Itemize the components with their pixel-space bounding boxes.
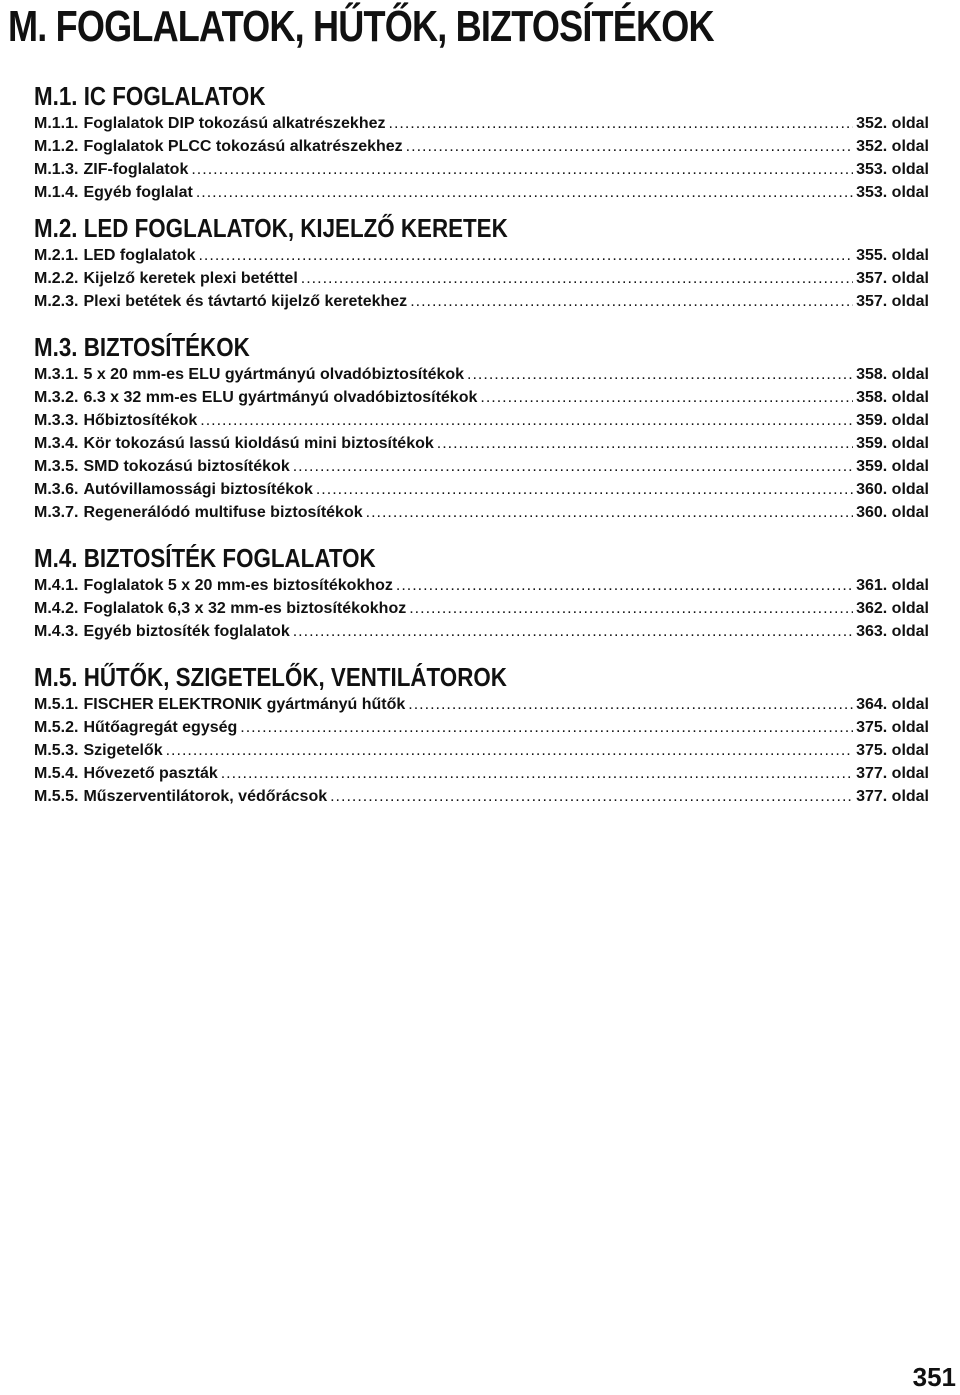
- toc-section-fuse-holders: [34, 542, 929, 643]
- dot-leader: [480, 386, 853, 409]
- toc-section-ic-sockets: [34, 80, 929, 204]
- dot-leader: [196, 181, 853, 204]
- entry-page: 363. oldal: [856, 623, 929, 640]
- dot-leader: [330, 785, 853, 808]
- toc-entry[interactable]: [34, 597, 929, 620]
- entry-code: M.3.1.: [34, 366, 79, 383]
- toc-entry[interactable]: [34, 716, 929, 739]
- entry-code: M.1.1.: [34, 115, 79, 132]
- entry-code: M.2.1.: [34, 247, 79, 264]
- entry-title: Hűtőagregát egység: [83, 719, 238, 736]
- entry-title: Foglalatok 6,3 x 32 mm-es biztosítékokhoz: [83, 600, 407, 617]
- entry-title: Kör tokozású lassú kioldású mini biztosítékok: [83, 435, 434, 452]
- toc-entry-list: [34, 244, 929, 313]
- dot-leader: [293, 620, 853, 643]
- entry-title: Hővezető paszták: [83, 765, 218, 782]
- dot-leader: [198, 244, 853, 267]
- toc-entry[interactable]: [34, 290, 929, 313]
- toc-entry[interactable]: [34, 363, 929, 386]
- entry-title: FISCHER ELEKTRONIK gyártmányú hűtők: [83, 696, 406, 713]
- toc-entry[interactable]: [34, 432, 929, 455]
- entry-page: 360. oldal: [856, 481, 929, 498]
- entry-page: 364. oldal: [856, 696, 929, 713]
- table-of-contents: [34, 80, 929, 808]
- toc-entry[interactable]: [34, 478, 929, 501]
- toc-entry[interactable]: [34, 158, 929, 181]
- page-number: 351: [912, 1362, 956, 1392]
- toc-section-led-sockets: [34, 212, 929, 313]
- entry-page: 360. oldal: [856, 504, 929, 521]
- entry-page: 353. oldal: [856, 184, 929, 201]
- toc-entry-list: [34, 693, 929, 808]
- entry-page: 362. oldal: [856, 600, 929, 617]
- entry-code: M.3.7.: [34, 504, 79, 521]
- entry-page: 355. oldal: [856, 247, 929, 264]
- dot-leader: [366, 501, 853, 524]
- entry-code: M.1.4.: [34, 184, 79, 201]
- section-title: M.2. LED FOGLALATOK, KIJELZŐ KERETEK: [34, 213, 508, 243]
- entry-page: 375. oldal: [856, 719, 929, 736]
- entry-page: 358. oldal: [856, 389, 929, 406]
- toc-entry-list: [34, 574, 929, 643]
- dot-leader: [293, 455, 853, 478]
- entry-code: M.1.2.: [34, 138, 79, 155]
- entry-title: Kijelző keretek plexi betéttel: [83, 270, 298, 287]
- toc-entry[interactable]: [34, 409, 929, 432]
- entry-page: 358. oldal: [856, 366, 929, 383]
- entry-code: M.5.4.: [34, 765, 79, 782]
- entry-code: M.5.5.: [34, 788, 79, 805]
- entry-title: 5 x 20 mm-es ELU gyártmányú olvadóbiztosítékok: [83, 366, 465, 383]
- entry-title: Szigetelők: [83, 742, 163, 759]
- dot-leader: [406, 135, 853, 158]
- toc-entry[interactable]: [34, 574, 929, 597]
- page-title: M. FOGLALATOK, HŰTŐK, BIZTOSÍTÉKOK: [8, 2, 714, 51]
- entry-title: Foglalatok PLCC tokozású alkatrészekhez: [83, 138, 403, 155]
- entry-code: M.4.1.: [34, 577, 79, 594]
- toc-entry[interactable]: [34, 762, 929, 785]
- entry-page: 359. oldal: [856, 412, 929, 429]
- entry-code: M.3.5.: [34, 458, 79, 475]
- dot-leader: [301, 267, 853, 290]
- toc-entry[interactable]: [34, 135, 929, 158]
- entry-code: M.4.2.: [34, 600, 79, 617]
- toc-entry[interactable]: [34, 386, 929, 409]
- toc-entry[interactable]: [34, 181, 929, 204]
- entry-page: 377. oldal: [856, 788, 929, 805]
- entry-title: Egyéb foglalat: [83, 184, 193, 201]
- dot-leader: [240, 716, 853, 739]
- entry-title: Hőbiztosítékok: [83, 412, 198, 429]
- entry-code: M.5.1.: [34, 696, 79, 713]
- entry-code: M.3.3.: [34, 412, 79, 429]
- dot-leader: [221, 762, 853, 785]
- toc-entry[interactable]: [34, 620, 929, 643]
- dot-leader: [316, 478, 853, 501]
- dot-leader: [409, 597, 853, 620]
- entry-page: 352. oldal: [856, 115, 929, 132]
- entry-title: Regenerálódó multifuse biztosítékok: [83, 504, 363, 521]
- dot-leader: [437, 432, 853, 455]
- dot-leader: [396, 574, 853, 597]
- toc-section-fuses: [34, 331, 929, 524]
- entry-title: LED foglalatok: [83, 247, 196, 264]
- section-title: M.3. BIZTOSÍTÉKOK: [34, 332, 250, 362]
- toc-entry[interactable]: [34, 455, 929, 478]
- entry-code: M.2.2.: [34, 270, 79, 287]
- dot-leader: [166, 739, 853, 762]
- section-title: M.4. BIZTOSÍTÉK FOGLALATOK: [34, 543, 376, 573]
- entry-page: 359. oldal: [856, 458, 929, 475]
- toc-entry[interactable]: [34, 739, 929, 762]
- section-title: M.1. IC FOGLALATOK: [34, 81, 266, 111]
- toc-entry[interactable]: [34, 693, 929, 716]
- entry-code: M.4.3.: [34, 623, 79, 640]
- toc-section-heatsinks: [34, 661, 929, 808]
- dot-leader: [410, 290, 853, 313]
- entry-code: M.5.3.: [34, 742, 79, 759]
- entry-title: Foglalatok 5 x 20 mm-es biztosítékokhoz: [83, 577, 393, 594]
- toc-entry[interactable]: [34, 267, 929, 290]
- entry-code: M.3.6.: [34, 481, 79, 498]
- entry-page: 353. oldal: [856, 161, 929, 178]
- entry-page: 352. oldal: [856, 138, 929, 155]
- dot-leader: [191, 158, 853, 181]
- entry-title: Egyéb biztosíték foglalatok: [83, 623, 290, 640]
- dot-leader: [408, 693, 853, 716]
- entry-title: Plexi betétek és távtartó kijelző keretekhez: [83, 293, 408, 310]
- entry-title: SMD tokozású biztosítékok: [83, 458, 290, 475]
- entry-title: Műszerventilátorok, védőrácsok: [83, 788, 328, 805]
- entry-code: M.3.4.: [34, 435, 79, 452]
- entry-page: 359. oldal: [856, 435, 929, 452]
- toc-entry-list: [34, 363, 929, 524]
- toc-entry[interactable]: [34, 501, 929, 524]
- dot-leader: [467, 363, 853, 386]
- toc-entry-list: [34, 112, 929, 204]
- toc-entry[interactable]: [34, 244, 929, 267]
- entry-title: ZIF-foglalatok: [83, 161, 189, 178]
- entry-page: 357. oldal: [856, 270, 929, 287]
- entry-page: 361. oldal: [856, 577, 929, 594]
- entry-title: Autóvillamossági biztosítékok: [83, 481, 313, 498]
- dot-leader: [200, 409, 853, 432]
- entry-title: Foglalatok DIP tokozású alkatrészekhez: [83, 115, 386, 132]
- entry-code: M.3.2.: [34, 389, 79, 406]
- section-title: M.5. HŰTŐK, SZIGETELŐK, VENTILÁTOROK: [34, 662, 507, 692]
- entry-page: 377. oldal: [856, 765, 929, 782]
- toc-entry[interactable]: [34, 785, 929, 808]
- toc-entry[interactable]: [34, 112, 929, 135]
- entry-page: 357. oldal: [856, 293, 929, 310]
- entry-title: 6.3 x 32 mm-es ELU gyártmányú olvadóbiztosítékok: [83, 389, 478, 406]
- entry-page: 375. oldal: [856, 742, 929, 759]
- entry-code: M.2.3.: [34, 293, 79, 310]
- entry-code: M.5.2.: [34, 719, 79, 736]
- entry-code: M.1.3.: [34, 161, 79, 178]
- dot-leader: [389, 112, 854, 135]
